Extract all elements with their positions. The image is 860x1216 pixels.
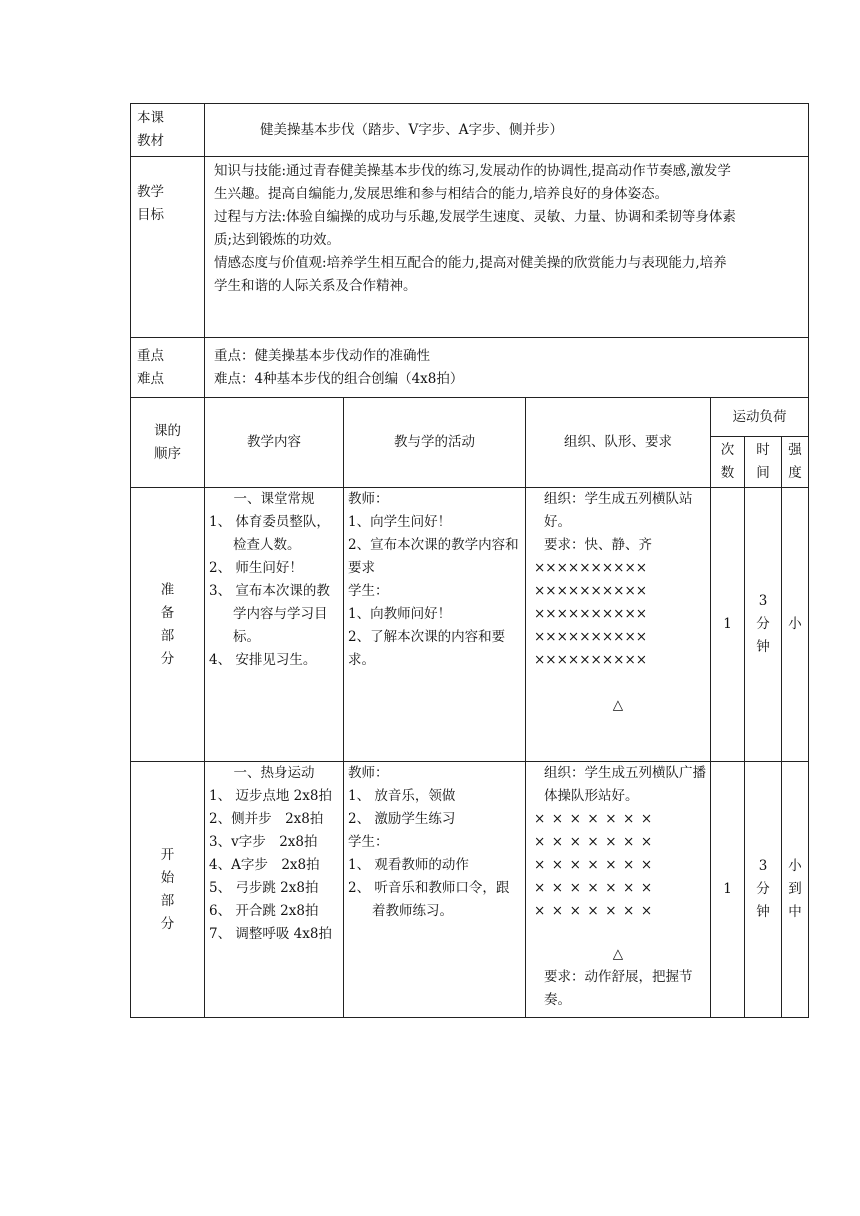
subject-value: 健美操基本步伐（踏步、V字步、A字步、侧并步）	[205, 104, 809, 157]
goals-row	[131, 157, 809, 338]
teacher-position-mark: △	[612, 697, 624, 713]
count-header: 次 数	[711, 437, 745, 488]
section-time: 3 分 钟	[745, 762, 782, 1018]
focus-label: 重点 难点	[131, 338, 205, 398]
load-header: 运动负荷	[711, 398, 809, 437]
formation-row: ×××××××	[534, 903, 659, 919]
section-row	[131, 488, 809, 762]
section-intensity: 小	[782, 488, 809, 762]
activity-header: 教与学的活动	[344, 398, 526, 488]
section-content: 一、热身运动 1、 迈步点地 2x8拍 2、侧并步 2x8拍 3、v字步 2x8拍 4、A字步 2x8拍 5、 弓步跳 2x8拍 6、 开合跳 2x8拍 7、 调整呼吸 4x8拍	[205, 762, 344, 1018]
formation-row: ××××××××××	[534, 583, 648, 599]
formation-row: ×××××××	[534, 857, 659, 873]
teacher-position-mark: △	[612, 946, 624, 962]
section-organization: 组织：学生成五列横队站好。 要求：快、静、齐 ×××××××××× ×××××××××× ×××××××××× ×××××××××× ×××××××××× △	[526, 488, 711, 762]
subject-label: 本课 教材	[131, 104, 205, 157]
intensity-header: 强 度	[782, 437, 809, 488]
section-order: 开 始 部 分	[131, 762, 205, 1018]
section-activity: 教师： 1、 放音乐，领做 2、 激励学生练习 学生： 1、 观看教师的动作 2、 听音乐和教师口令，跟着教师练习。	[344, 762, 526, 1018]
section-count: 1	[711, 488, 745, 762]
time-header: 时 间	[745, 437, 782, 488]
formation-row: ××××××××××	[534, 560, 648, 576]
section-content: 一、课堂常规 1、 体育委员整队，检查人数。 2、 师生问好！ 3、 宣布本次课的教学内容与学习目标。 4、 安排见习生。	[205, 488, 344, 762]
goals-text: 知识与技能:通过青春健美操基本步伐的练习,发展动作的协调性,提高动作节奏感,激发学 生兴趣。提高自编能力,发展思维和参与相结合的能力,培养良好的身体姿态。 过程与方法:体验自编操的成功与乐趣,发展学生速度、灵敏、力量、协调和柔韧等身体素 质;达到锻炼的功效。 情感态度与价值观:培养学生相互配合的能力,提高对健美操的欣赏能力与表现能力,培养 学生和谐的人际关系及合作精神。	[205, 157, 809, 338]
header-row	[131, 398, 809, 437]
formation-row: ×××××××	[534, 880, 659, 896]
formation-row: ×××××××	[534, 811, 659, 827]
section-organization: 组织：学生成五列横队广播体操队形站好。 ××××××× ××××××× ××××××× ××××××× ××××××× △ 要求：动作舒展，把握节奏。	[526, 762, 711, 1018]
section-row	[131, 762, 809, 1018]
section-count: 1	[711, 762, 745, 1018]
lesson-plan-table	[130, 103, 809, 1018]
formation-row: ××××××××××	[534, 629, 648, 645]
formation-row: ×××××××	[534, 834, 659, 850]
org-header: 组织、队形、要求	[526, 398, 711, 488]
section-order: 准 备 部 分	[131, 488, 205, 762]
subject-row	[131, 104, 809, 157]
focus-text: 重点：健美操基本步伐动作的准确性 难点：4种基本步伐的组合创编（4x8拍）	[205, 338, 809, 398]
formation-row: ××××××××××	[534, 652, 648, 668]
goals-label: 教学 目标	[131, 157, 205, 338]
section-time: 3 分 钟	[745, 488, 782, 762]
formation-row: ××××××××××	[534, 606, 648, 622]
section-activity: 教师： 1、向学生问好！ 2、宣布本次课的教学内容和要求 学生： 1、向教师问好！ 2、了解本次课的内容和要求。	[344, 488, 526, 762]
order-header: 课的 顺序	[131, 398, 205, 488]
content-header: 教学内容	[205, 398, 344, 488]
section-intensity: 小 到 中	[782, 762, 809, 1018]
focus-row	[131, 338, 809, 398]
